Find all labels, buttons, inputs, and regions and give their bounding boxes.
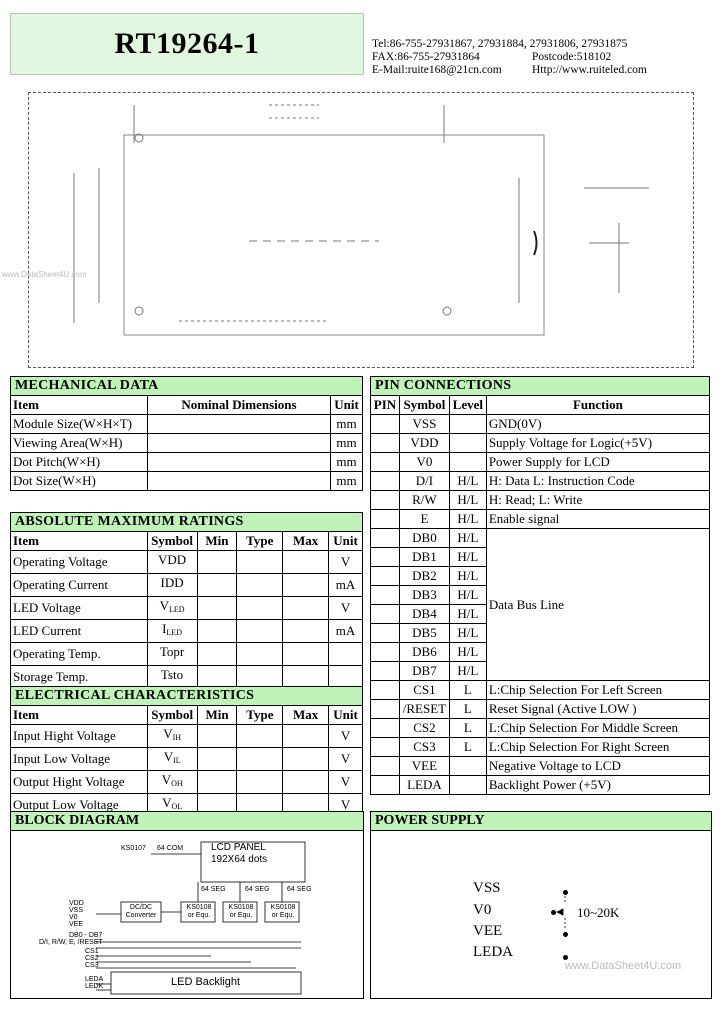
table-row: Viewing Area(W×H) mm — [11, 434, 363, 453]
power-vss-label: VSS — [473, 880, 501, 896]
block-diagram-title: BLOCK DIAGRAM — [11, 812, 363, 831]
table-row: DB4 H/L — [371, 605, 710, 624]
pin-connections-table — [370, 376, 710, 795]
watermark-left: www.DataSheet4U.com — [2, 270, 87, 279]
table-row: D/I H/L H: Data L: Instruction Code — [371, 472, 710, 491]
electrical-table — [10, 686, 363, 817]
table-row: Dot Size(W×H) mm — [11, 472, 363, 491]
col-item: Item — [11, 396, 148, 415]
col-type: Type — [237, 706, 283, 725]
power-supply-panel — [370, 811, 712, 999]
table-row: VSS GND(0V) — [371, 415, 710, 434]
col-item: Item — [11, 532, 148, 551]
power-v0-label: V0 — [473, 902, 492, 918]
electrical-title: ELECTRICAL CHARACTERISTICS — [11, 687, 363, 706]
col-unit: Unit — [331, 396, 363, 415]
watermark-bottom: www.DataSheet4U.com — [565, 960, 682, 972]
ks0108-label-1: KS0108 or Equ. — [186, 904, 212, 919]
com-label: 64 COM — [157, 845, 184, 852]
table-row: DB6 H/L — [371, 643, 710, 662]
power-leda-label: LEDA — [473, 944, 513, 960]
mechanical-drawing — [28, 92, 694, 368]
col-max: Max — [283, 706, 329, 725]
table-row: CS1 L L:Chip Selection For Left Screen — [371, 681, 710, 700]
tel-line: Tel:86-755-27931867, 27931884, 27931806, 27931875 — [372, 38, 628, 50]
col-min: Min — [197, 706, 237, 725]
col-max: Max — [283, 532, 329, 551]
signal-v0: V0 — [69, 914, 78, 921]
signal-cs1: CS1 — [85, 948, 99, 955]
databus-function: Data Bus Line — [486, 529, 709, 681]
ks0107-label: KS0107 — [121, 845, 146, 852]
pins-title: PIN CONNECTIONS — [371, 377, 710, 396]
table-row: Operating Current IDD mA — [11, 574, 363, 597]
signal-ledk: LEDK — [85, 983, 104, 990]
signal-cs2: CS2 — [85, 955, 99, 962]
signal-vee: VEE — [69, 921, 84, 928]
col-pin: PIN — [371, 396, 400, 415]
table-row: VEE Negative Voltage to LCD — [371, 757, 710, 776]
email-line: E-Mail:ruite168@21cn.com — [372, 64, 502, 76]
col-type: Type — [237, 532, 283, 551]
table-row: Operating Temp. Topr — [11, 643, 363, 666]
table-row: Output Low Voltage $V_{OL}$ V — [11, 794, 363, 817]
table-row: DB1 H/L — [371, 548, 710, 567]
lcd-dots-label: 192X64 dots — [211, 854, 268, 865]
col-dimensions: Nominal Dimensions — [147, 396, 330, 415]
signal-cs3: CS3 — [85, 962, 99, 969]
fax-line: FAX:86-755-27931864 — [372, 51, 480, 63]
resistor-label: 10~20K — [577, 905, 620, 920]
mechanical-title: MECHANICAL DATA — [11, 377, 363, 396]
dcdc-label: DC/DC Converter — [125, 904, 157, 919]
signal-vdd: VDD — [69, 900, 84, 907]
table-row: Operating Voltage VDD V — [11, 551, 363, 574]
table-row: Output Hight Voltage $V_{OH}$ V — [11, 771, 363, 794]
col-item: Item — [11, 706, 148, 725]
table-row: Input Hight Voltage $V_{IH}$ V — [11, 725, 363, 748]
col-unit: Unit — [329, 532, 363, 551]
absolute-title: ABSOLUTE MAXIMUM RATINGS — [11, 513, 363, 532]
signal-control: D/I, R/W, E, /RESET — [39, 939, 103, 946]
seg-label-3: 64 SEG — [287, 886, 312, 893]
table-row: DB7 H/L — [371, 662, 710, 681]
signal-leda: LEDA — [85, 976, 104, 983]
led-backlight-label: LED Backlight — [171, 976, 241, 988]
col-min: Min — [197, 532, 237, 551]
table-row: DB2 H/L — [371, 567, 710, 586]
ks0108-label-2: KS0108 or Equ. — [228, 904, 254, 919]
col-symbol: Symbol — [147, 706, 197, 725]
postcode-line: Postcode:518102 — [532, 51, 612, 63]
ks0108-label-3: KS0108 or Equ. — [270, 904, 296, 919]
col-function: Function — [486, 396, 709, 415]
col-level: Level — [449, 396, 486, 415]
table-row: V0 Power Supply for LCD — [371, 453, 710, 472]
seg-label-1: 64 SEG — [201, 886, 226, 893]
table-row: VDD Supply Voltage for Logic(+5V) — [371, 434, 710, 453]
table-row: DB5 H/L — [371, 624, 710, 643]
table-row: CS3 L L:Chip Selection For Right Screen — [371, 738, 710, 757]
model-title: RT19264-1 — [114, 27, 260, 60]
power-supply-title: POWER SUPPLY — [371, 812, 711, 831]
table-row: Dot Pitch(W×H) mm — [11, 453, 363, 472]
mechanical-data-table — [10, 376, 363, 491]
table-row: LED Current $I_{LED}$ mA — [11, 620, 363, 643]
block-diagram-panel — [10, 811, 364, 999]
table-row: Module Size(W×H×T) mm — [11, 415, 363, 434]
col-symbol: Symbol — [147, 532, 197, 551]
drawing-sketch — [29, 93, 693, 367]
table-row: DB0 H/L Data Bus Line — [371, 529, 710, 548]
table-row: LED Voltage $V_{LED}$ V — [11, 597, 363, 620]
seg-label-2: 64 SEG — [245, 886, 270, 893]
lcd-panel-label: LCD PANEL — [211, 842, 266, 853]
signal-vss: VSS — [69, 907, 84, 914]
table-row: Input Low Voltage $V_{IL}$ V — [11, 748, 363, 771]
table-row: Storage Temp. Tsto — [11, 666, 363, 689]
table-row: E H/L Enable signal — [371, 510, 710, 529]
col-unit: Unit — [329, 706, 363, 725]
col-symbol: Symbol — [399, 396, 449, 415]
contact-info — [372, 38, 647, 77]
absolute-ratings-table — [10, 512, 363, 689]
table-row: /RESET L Reset Signal (Active LOW ) — [371, 700, 710, 719]
table-row: R/W H/L H: Read; L: Write — [371, 491, 710, 510]
table-row: DB3 H/L — [371, 586, 710, 605]
website-line: Http://www.ruiteled.com — [532, 64, 647, 76]
power-vee-label: VEE — [473, 923, 503, 939]
signal-databus: DB0 - DB7 — [69, 932, 103, 939]
table-row: CS2 L L:Chip Selection For Middle Screen — [371, 719, 710, 738]
table-row: LEDA Backlight Power (+5V) — [371, 776, 710, 795]
title-box — [10, 13, 364, 75]
